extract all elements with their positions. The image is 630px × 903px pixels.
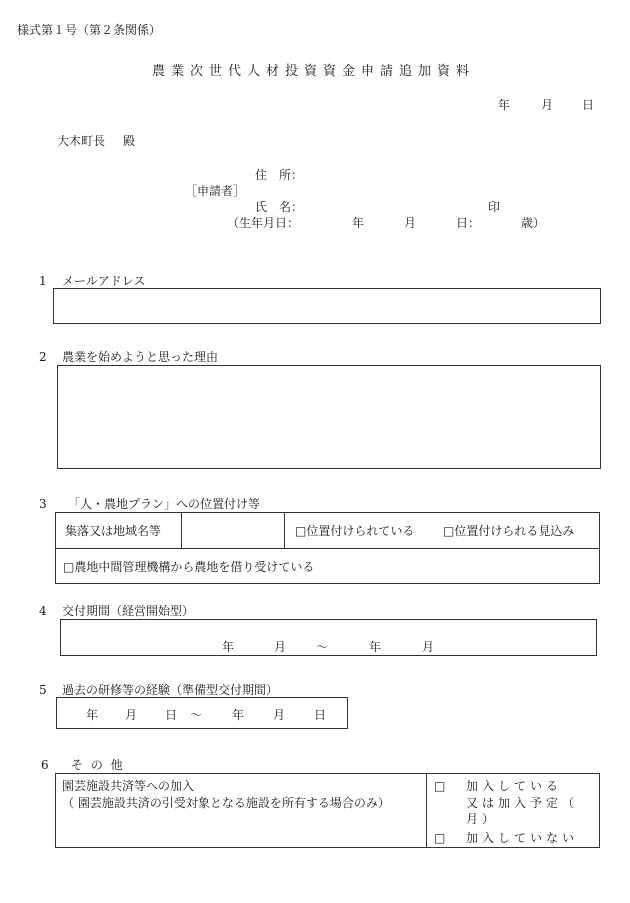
date-year: 年 <box>498 98 511 112</box>
period-end-month: 月 <box>422 640 435 654</box>
insurance-item-label: 園芸施設共済等への加入 <box>62 779 195 793</box>
section-4-number: 4 <box>39 604 47 618</box>
planned-label: 又は加入予定（ 月） <box>466 796 595 826</box>
period-end-year: 年 <box>369 640 382 654</box>
period-start-year: 年 <box>222 640 235 654</box>
page-title: 農業次世代人材投資資金申請追加資料 <box>152 64 476 79</box>
section-6-number: 6 <box>41 758 49 772</box>
seal-mark: 印 <box>488 200 501 214</box>
name-label: 氏 名： <box>255 200 304 214</box>
grant-period-field[interactable] <box>60 619 597 656</box>
section-1-title: メールアドレス <box>62 274 146 288</box>
training-from-day: 日 <box>165 708 178 722</box>
training-from-year: 年 <box>86 708 99 722</box>
section-3-title: 「人・農地プラン」への位置付け等 <box>68 497 261 511</box>
dob-month: 月 <box>404 216 417 230</box>
addressee-name: 大木町長 <box>57 134 106 148</box>
area-name-field[interactable] <box>182 513 284 548</box>
section-2-title: 農業を始めようと思った理由 <box>62 350 219 364</box>
insurance-item-note: （ 園芸施設共済の引受対象となる施設を所有する場合のみ） <box>62 796 390 810</box>
not-joined-label: 加入していない <box>466 831 579 845</box>
dob-day: 日： <box>456 216 481 230</box>
table-divider <box>426 773 427 848</box>
training-tilde: ～ <box>190 708 203 722</box>
reason-field[interactable] <box>57 365 601 469</box>
training-to-month: 月 <box>273 708 286 722</box>
email-field[interactable] <box>53 288 601 324</box>
leasing-checkbox[interactable]: □農地中間管理機構から農地を借り受けている <box>63 560 315 574</box>
section-5-number: 5 <box>39 683 47 697</box>
date-day: 日 <box>582 98 595 112</box>
section-2-number: 2 <box>39 350 47 364</box>
training-to-day: 日 <box>314 708 327 722</box>
dob-year: 年 <box>352 216 365 230</box>
not-joined-checkbox[interactable]: □ <box>434 831 446 845</box>
joined-label: 加入している <box>466 779 563 793</box>
age-suffix: 歳） <box>521 216 546 230</box>
section-3-number: 3 <box>39 497 47 511</box>
table-divider <box>284 512 285 548</box>
address-label: 住 所： <box>255 168 304 182</box>
section-6-title: そ の 他 <box>71 758 125 772</box>
form-id: 様式第１号（第２条関係） <box>17 23 162 37</box>
applicant-role: ［申請者］ <box>185 184 246 198</box>
section-5-title: 過去の研修等の経験（準備型交付期間） <box>62 683 279 697</box>
joined-checkbox[interactable]: □ <box>434 779 446 793</box>
addressee-honorific: 殿 <box>123 134 136 148</box>
date-month: 月 <box>541 98 554 112</box>
positioned-checkbox[interactable]: □位置付けられている <box>295 524 415 538</box>
section-4-title: 交付期間（経営開始型） <box>62 604 195 618</box>
period-start-month: 月 <box>274 640 287 654</box>
dob-label: （生年月日： <box>227 216 300 230</box>
table-divider <box>55 548 600 549</box>
section-1-number: 1 <box>39 274 47 288</box>
expected-checkbox[interactable]: □位置付けられる見込み <box>443 524 575 538</box>
area-name-label: 集落又は地域名等 <box>65 524 162 538</box>
period-tilde: ～ <box>316 640 329 654</box>
training-from-month: 月 <box>125 708 138 722</box>
training-to-year: 年 <box>232 708 245 722</box>
